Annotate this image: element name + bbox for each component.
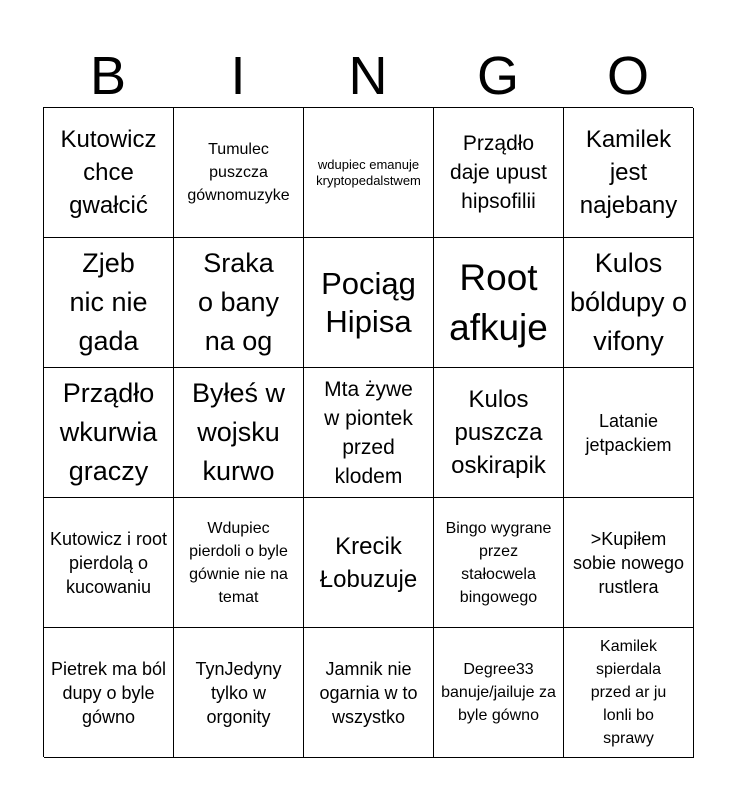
cell-text: Degree33 banuje/jailuje za byle gówno (441, 661, 556, 724)
cell-text: Pietrek ma ból dupy o byle gówno (50, 658, 167, 727)
cell-text: Kamilek jest najebany (579, 126, 678, 219)
header-letter-o: O (606, 46, 649, 106)
header-letter-i: I (230, 46, 246, 106)
cell-text: Sraka o bany na og (197, 248, 280, 356)
bingo-cell[interactable] (174, 498, 304, 628)
cell-text: Kutowicz chce gwałcić (60, 126, 157, 219)
cell-text: Mta żywe w piontek przed klodem (324, 377, 413, 488)
bingo-cell[interactable] (434, 368, 564, 498)
bingo-cell[interactable] (434, 108, 564, 238)
bingo-cell[interactable] (564, 498, 694, 628)
bingo-cell[interactable] (44, 368, 174, 498)
cell-text: Prządło daje upust hipsofilii (450, 132, 547, 213)
bingo-cell[interactable] (304, 108, 434, 238)
cell-text: Latanie jetpackiem (585, 410, 672, 455)
cell-text: Prządło wkurwia graczy (59, 378, 158, 486)
bingo-cell[interactable] (304, 628, 434, 758)
cell-text: Pociąg Hipisa (321, 265, 416, 339)
bingo-cell[interactable] (304, 238, 434, 368)
cell-text: Byłeś w wojsku kurwo (191, 378, 286, 486)
bingo-cell[interactable] (304, 498, 434, 628)
cell-text: Bingo wygrane przez stałocwela bingowego (445, 519, 552, 606)
bingo-cell[interactable] (564, 108, 694, 238)
bingo-cell[interactable] (174, 108, 304, 238)
bingo-cell[interactable] (44, 238, 174, 368)
bingo-cell[interactable] (564, 368, 694, 498)
bingo-cell[interactable] (44, 498, 174, 628)
cell-text: Kulos puszcza oskirapik (451, 386, 546, 479)
header-letter-n: N (348, 46, 388, 106)
bingo-cell[interactable] (304, 368, 434, 498)
cell-text: Kulos bóldupy o vifony (569, 248, 688, 356)
header-letter-b: B (89, 46, 127, 106)
cell-text: >Kupiłem sobie nowego rustlera (572, 528, 685, 597)
cell-text: Root afkuje (449, 256, 548, 348)
cell-text: Kamilek spierdala przed ar ju lonli bo sprawy (590, 638, 667, 747)
bingo-header (43, 45, 693, 107)
bingo-cell[interactable] (564, 628, 694, 758)
header-letter-g: G (476, 46, 519, 106)
bingo-cell[interactable] (174, 628, 304, 758)
cell-text: Tumulec puszcza gównomuzyke (187, 141, 290, 204)
cell-text: Kutowicz i root pierdolą o kucowaniu (49, 528, 168, 597)
cell-text: Jamnik nie ogarnia w to wszystko (319, 658, 418, 727)
bingo-cell[interactable] (174, 238, 304, 368)
cell-text: Wdupiec pierdoli o byle gównie nie na temat (189, 519, 288, 606)
bingo-cell[interactable] (434, 628, 564, 758)
cell-text: Zjeb nic nie gada (69, 248, 148, 356)
cell-text: wdupiec emanuje kryptopedalstwem (316, 156, 421, 188)
cell-text: TynJedyny tylko w orgonity (195, 658, 282, 727)
bingo-cell[interactable] (434, 498, 564, 628)
cell-text: Krecik Łobuzuje (319, 532, 418, 593)
bingo-cell[interactable] (434, 238, 564, 368)
bingo-grid (43, 107, 693, 757)
bingo-cell[interactable] (44, 108, 174, 238)
bingo-cell[interactable] (564, 238, 694, 368)
bingo-cell[interactable] (44, 628, 174, 758)
bingo-cell[interactable] (174, 368, 304, 498)
